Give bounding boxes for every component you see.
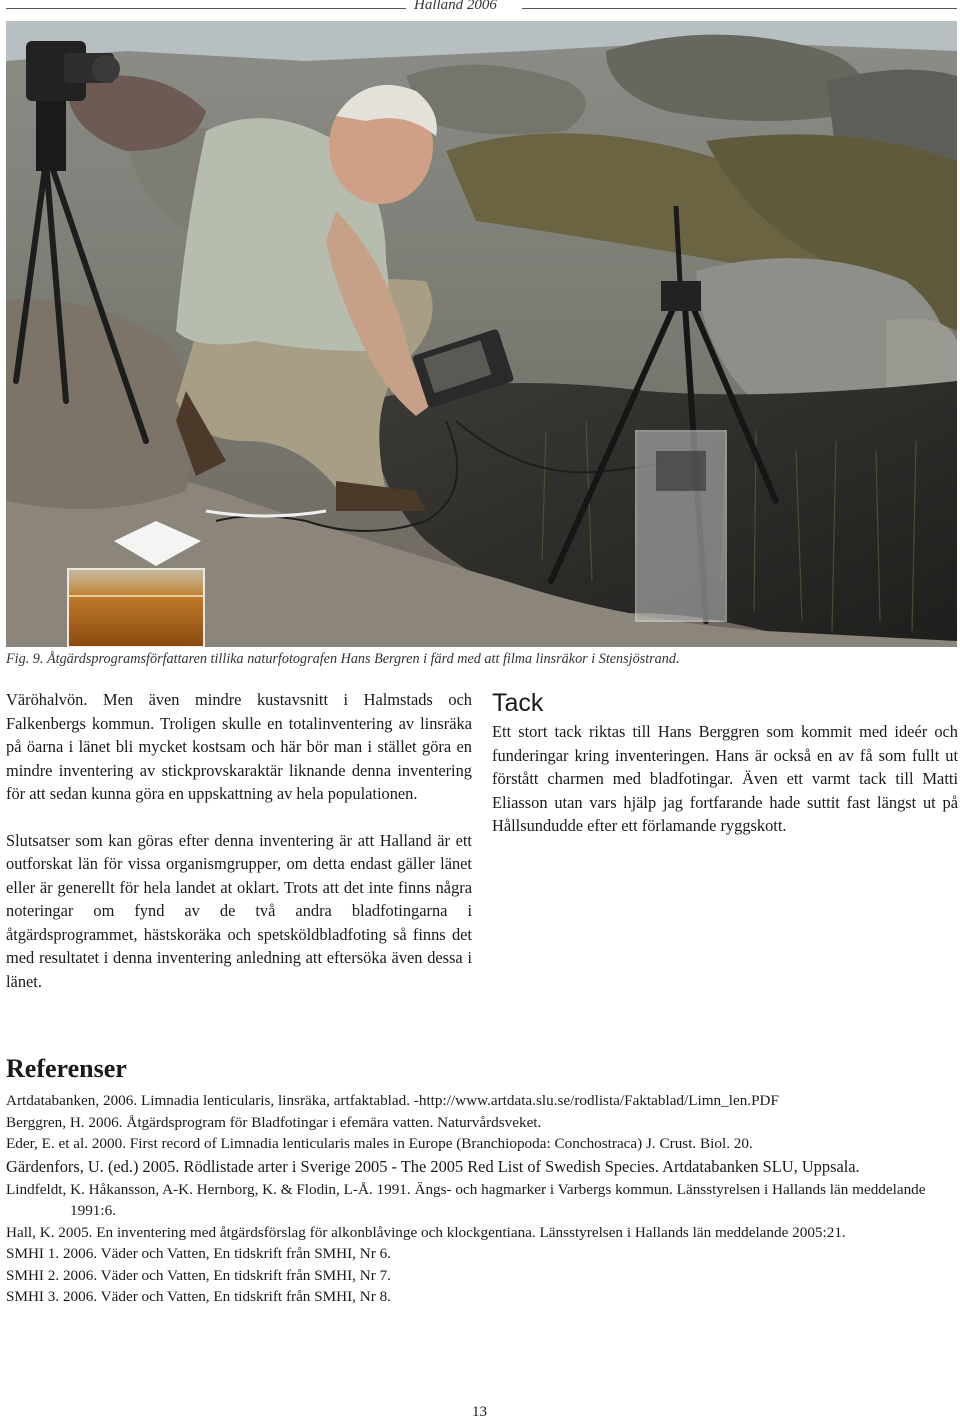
reference-item: Artdatabanken, 2006. Limnadia lenticularis, linsräka, artfaktablad. -http://www.artdata.slu.se/rodlista/Faktablad/Limn_len.PDF (6, 1092, 779, 1109)
reference-item: Gärdenfors, U. (ed.) 2005. Rödlistade arter i Sverige 2005 - The 2005 Red List of Swedish Species. Artdatabanken SLU, Uppsala. (6, 1156, 860, 1176)
reference-item: Eder, E. et al. 2000. First record of Limnadia lenticularis males in Europe (Branchiopoda: Conchostraca) J. Crust. Biol. 20. (6, 1135, 753, 1152)
reference-item: SMHI 3. 2006. Väder och Vatten, En tidskrift från SMHI, Nr 8. (6, 1288, 391, 1305)
references-list (6, 1090, 956, 1308)
references-heading: Referenser (6, 1054, 127, 1083)
reference-item: Lindfeldt, K. Håkansson, A-K. Hernborg, K. & Flodin, L-Å. 1991. Ängs- och hagmarker i Varbergs kommun. Länsstyrelsen i Hallands län meddelande 1991:6. (6, 1180, 926, 1219)
page-number: 13 (472, 1404, 487, 1420)
reference-item: SMHI 1. 2006. Väder och Vatten, En tidskrift från SMHI, Nr 6. (6, 1245, 391, 1262)
header-rule-right (522, 8, 957, 9)
running-header: Halland 2006 (414, 0, 497, 13)
acknowledgements-heading: Tack (492, 689, 544, 717)
figure-caption: Fig. 9. Åtgärdsprogramsförfattaren tillika naturfotografen Hans Bergren i färd med att filma linsräkor i Stensjöstrand. (6, 651, 680, 667)
reference-item: Hall, K. 2005. En inventering med åtgärdsförslag för alkonblåvinge och klockgentiana. Länsstyrelsen i Hallands län meddelande 2005:21. (6, 1223, 846, 1241)
field-photograph (6, 21, 957, 647)
acknowledgements-section (492, 688, 958, 838)
acknowledgements-text: Ett stort tack riktas till Hans Berggren som kommit med ideér och funderingar kring inventeringen. Hans är också en av få som fullt ut förstått charmen med bladfotingar. Även ett varmt tack till Matti Eliasson utan vars hjälp jag fortfarande hade suttit fast längst ut på Hållsundudde efter ett förlamande ryggskott. (492, 722, 958, 835)
body-paragraph: Slutsatser som kan göras efter denna inventering är att Halland är ett outforskat län för vissa organismgrupper, om detta endast gäller länet eller är generellt för hela landet at oklart. Trots att det inte finns några noteringar om fynd av de två andra bladfotingarna i åtgärdsprogrammet, hästskoräka och spetsköldbladfoting så finns det med resultatet i denna inventering anledning att eftersöka även dessa i länet. (6, 830, 472, 991)
header-rule-left (6, 8, 406, 9)
reference-item: Berggren, H. 2006. Åtgärdsprogram för Bladfotingar i efemära vatten. Naturvårdsveket. (6, 1113, 542, 1131)
body-text-column (6, 688, 472, 993)
body-paragraph: Väröhalvön. Men även mindre kustavsnitt i Halmstads och Falkenbergs kommun. Troligen skulle en totalinventering av linsräka på öarna i länet bli mycket kostsam och här bör man i stället göra en mindre inventering av stickprovskaraktär liknande denna inventering för att sedan kunna göra en uppskattning av hela populationen. (6, 690, 472, 803)
reference-item: SMHI 2. 2006. Väder och Vatten, En tidskrift från SMHI, Nr 7. (6, 1266, 391, 1284)
